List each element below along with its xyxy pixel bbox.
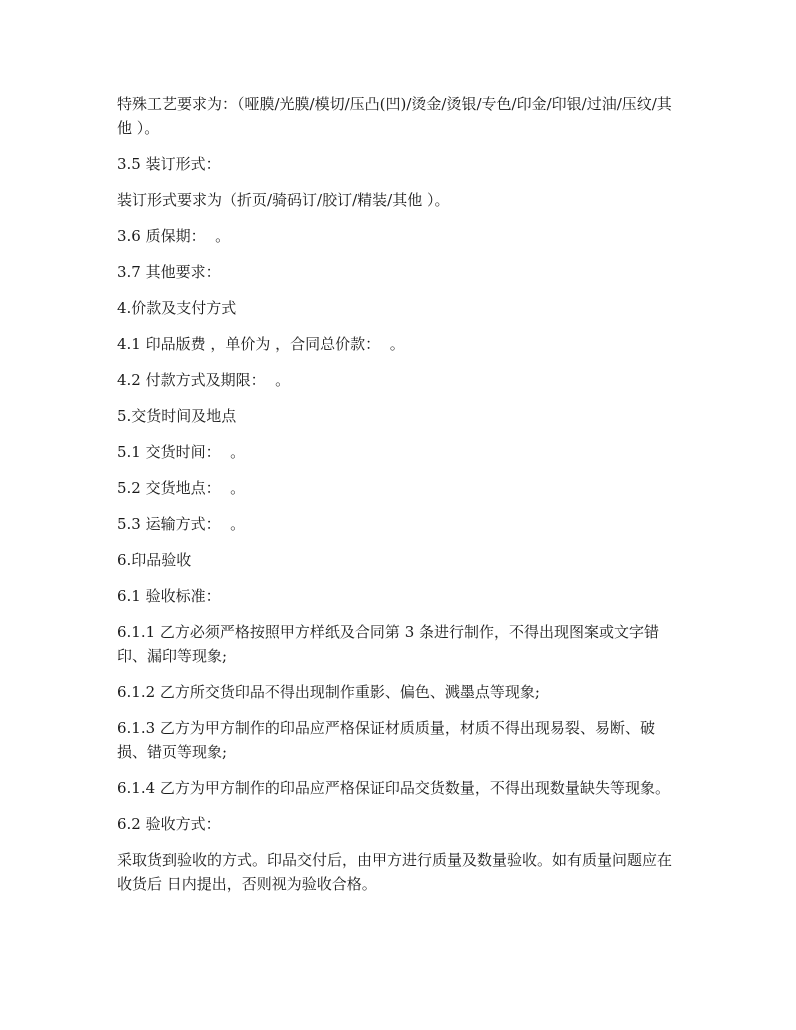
document-body bbox=[117, 92, 682, 908]
section-4-heading: 4.价款及支付方式 bbox=[117, 299, 237, 317]
section-5-2-delivery-place: 5.2 交货地点： 。 bbox=[117, 479, 246, 497]
special-process-requirement: 特殊工艺要求为：（哑膜/光膜/模切/压凸(凹)/烫金/烫银/专色/印金/印银/过油/压纹/其他 ）。 bbox=[117, 95, 672, 137]
clause-6-1-1: 6.1.1 乙方必须严格按照甲方样纸及合同第 3 条进行制作，不得出现图案或文字错印、漏印等现象; bbox=[117, 623, 660, 665]
section-5-heading: 5.交货时间及地点 bbox=[117, 407, 237, 425]
clause-6-1-3: 6.1.3 乙方为甲方制作的印品应严格保证材质质量，材质不得出现易裂、易断、破损、错页等现象; bbox=[117, 719, 655, 761]
section-3-7-other: 3.7 其他要求： bbox=[117, 263, 221, 281]
acceptance-method-text: 采取货到验收的方式。印品交付后，由甲方进行质量及数量验收。如有质量问题应在收货后 日内提出，否则视为验收合格。 bbox=[117, 851, 673, 893]
section-5-1-delivery-time: 5.1 交货时间： 。 bbox=[117, 443, 246, 461]
binding-requirement: 装订形式要求为（折页/骑码订/胶订/精装/其他 ）。 bbox=[117, 191, 450, 209]
section-3-6-warranty: 3.6 质保期： 。 bbox=[117, 227, 231, 245]
section-6-heading: 6.印品验收 bbox=[117, 551, 192, 569]
section-6-1-heading: 6.1 验收标准： bbox=[117, 587, 221, 605]
section-6-2-heading: 6.2 验收方式： bbox=[117, 815, 221, 833]
clause-6-1-4: 6.1.4 乙方为甲方制作的印品应严格保证印品交货数量，不得出现数量缺失等现象。 bbox=[117, 779, 670, 797]
section-4-2-payment: 4.2 付款方式及期限： 。 bbox=[117, 371, 291, 389]
section-3-5-heading: 3.5 装订形式： bbox=[117, 155, 221, 173]
clause-6-1-2: 6.1.2 乙方所交货印品不得出现制作重影、偏色、溅墨点等现象; bbox=[117, 683, 540, 701]
section-5-3-transport: 5.3 运输方式： 。 bbox=[117, 515, 246, 533]
section-4-1-price: 4.1 印品版费 ，单价为 ，合同总价款： 。 bbox=[117, 335, 405, 353]
